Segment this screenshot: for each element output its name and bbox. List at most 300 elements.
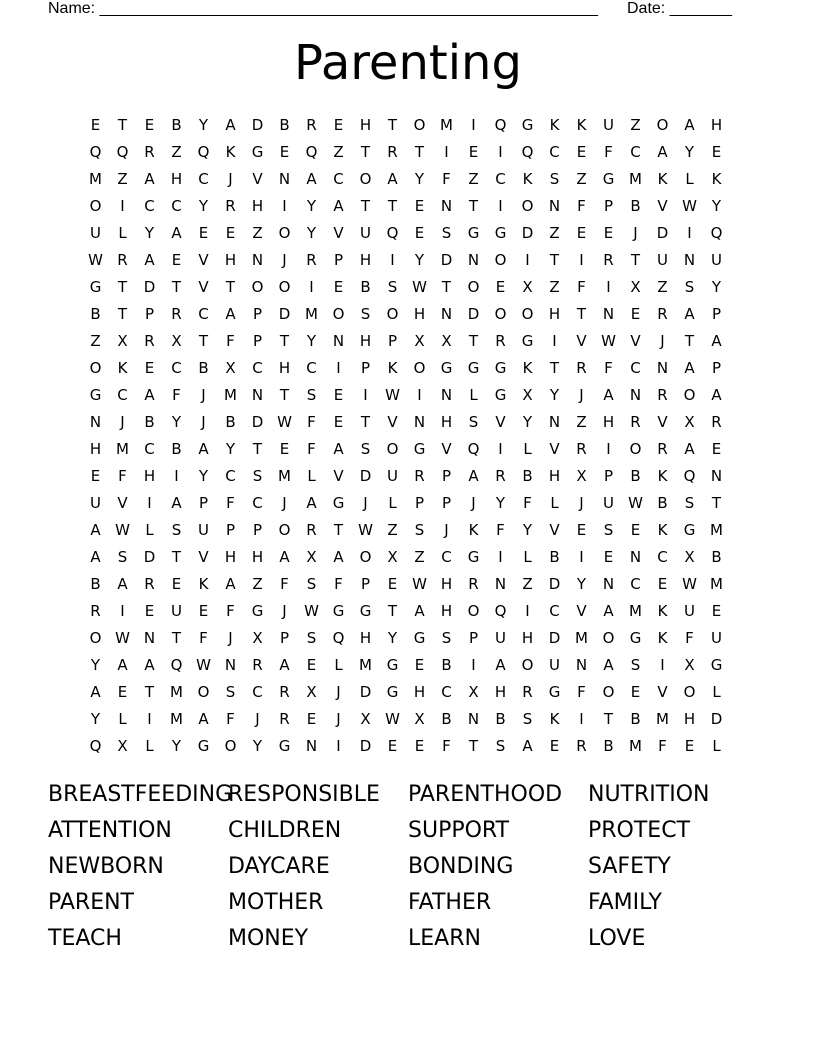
grid-letter: K bbox=[549, 709, 560, 728]
grid-letter: E bbox=[90, 466, 101, 485]
grid-letter: R bbox=[495, 466, 506, 485]
grid-letter: E bbox=[468, 142, 479, 161]
grid-letter: I bbox=[579, 547, 584, 566]
grid-letter: F bbox=[658, 736, 667, 755]
grid-letter: V bbox=[630, 331, 641, 350]
grid-letter: C bbox=[252, 358, 263, 377]
grid-letter: V bbox=[495, 412, 506, 431]
grid-letter: I bbox=[309, 277, 314, 296]
grid-letter: B bbox=[495, 709, 506, 728]
grid-row bbox=[82, 705, 742, 732]
grid-letter: F bbox=[172, 385, 181, 404]
grid-letter: Y bbox=[414, 250, 425, 269]
grid-letter: H bbox=[683, 709, 696, 728]
grid-letter: N bbox=[629, 385, 642, 404]
grid-letter: S bbox=[171, 520, 182, 539]
grid-row bbox=[82, 462, 742, 489]
grid-letter: L bbox=[145, 520, 154, 539]
grid-letter: Z bbox=[414, 547, 425, 566]
grid-letter: S bbox=[441, 628, 452, 647]
grid-letter: O bbox=[359, 169, 372, 188]
grid-row bbox=[82, 489, 742, 516]
grid-letter: Y bbox=[711, 277, 722, 296]
grid-letter: M bbox=[170, 709, 183, 728]
grid-letter: S bbox=[441, 223, 452, 242]
grid-letter: Z bbox=[252, 574, 263, 593]
grid-letter: Y bbox=[306, 223, 317, 242]
grid-letter: X bbox=[414, 709, 425, 728]
grid-letter: T bbox=[171, 628, 182, 647]
grid-letter: R bbox=[414, 466, 425, 485]
grid-letter: Q bbox=[386, 223, 399, 242]
grid-letter: I bbox=[498, 439, 503, 458]
grid-letter: G bbox=[359, 601, 372, 620]
grid-letter: S bbox=[468, 412, 479, 431]
grid-letter: W bbox=[412, 277, 427, 296]
grid-letter: V bbox=[657, 196, 668, 215]
grid-letter: P bbox=[252, 520, 263, 539]
grid-letter: P bbox=[279, 628, 290, 647]
grid-letter: T bbox=[549, 250, 560, 269]
grid-letter: S bbox=[360, 439, 371, 458]
grid-letter: X bbox=[117, 736, 128, 755]
grid-letter: H bbox=[170, 169, 183, 188]
grid-letter: N bbox=[602, 304, 615, 323]
grid-row bbox=[82, 435, 742, 462]
grid-letter: N bbox=[710, 466, 723, 485]
grid-row bbox=[82, 597, 742, 624]
grid-letter: E bbox=[414, 736, 425, 755]
grid-row bbox=[82, 327, 742, 354]
word-bank bbox=[48, 776, 768, 956]
grid-letter: V bbox=[576, 601, 587, 620]
grid-letter: Q bbox=[305, 142, 318, 161]
letter-grid bbox=[82, 111, 742, 759]
grid-letter: B bbox=[279, 115, 290, 134]
grid-letter: A bbox=[171, 493, 182, 512]
grid-letter: O bbox=[251, 277, 264, 296]
grid-letter: A bbox=[414, 601, 425, 620]
grid-letter: T bbox=[252, 439, 263, 458]
grid-letter: M bbox=[278, 466, 291, 485]
grid-letter: E bbox=[576, 520, 587, 539]
grid-letter: A bbox=[225, 304, 236, 323]
grid-letter: F bbox=[577, 277, 586, 296]
grid-letter: N bbox=[332, 331, 345, 350]
grid-letter: U bbox=[657, 250, 668, 269]
grid-letter: W bbox=[682, 196, 697, 215]
grid-letter: W bbox=[196, 655, 211, 674]
grid-letter: A bbox=[90, 520, 101, 539]
grid-letter: J bbox=[660, 331, 665, 350]
grid-letter: E bbox=[576, 223, 587, 242]
grid-letter: A bbox=[387, 169, 398, 188]
grid-letter: T bbox=[279, 331, 290, 350]
grid-letter: R bbox=[495, 331, 506, 350]
grid-letter: G bbox=[467, 358, 480, 377]
grid-letter: O bbox=[359, 547, 372, 566]
grid-letter: O bbox=[224, 736, 237, 755]
grid-letter: B bbox=[630, 709, 641, 728]
grid-letter: A bbox=[144, 385, 155, 404]
word-bank-item: CHILDREN bbox=[228, 817, 342, 843]
grid-letter: H bbox=[359, 331, 372, 350]
grid-letter: N bbox=[656, 358, 669, 377]
grid-letter: H bbox=[494, 682, 507, 701]
grid-letter: Y bbox=[576, 574, 587, 593]
grid-letter: R bbox=[657, 304, 668, 323]
grid-letter: I bbox=[417, 385, 422, 404]
grid-letter: N bbox=[629, 547, 642, 566]
grid-letter: T bbox=[144, 682, 155, 701]
grid-letter: Q bbox=[494, 601, 507, 620]
grid-letter: K bbox=[657, 169, 668, 188]
grid-letter: A bbox=[333, 547, 344, 566]
grid-letter: T bbox=[468, 331, 479, 350]
grid-row bbox=[82, 543, 742, 570]
word-bank-item: LOVE bbox=[588, 925, 646, 951]
grid-letter: H bbox=[143, 466, 156, 485]
grid-letter: B bbox=[711, 547, 722, 566]
grid-letter: D bbox=[143, 277, 156, 296]
grid-letter: B bbox=[360, 277, 371, 296]
grid-letter: G bbox=[494, 358, 507, 377]
grid-letter: E bbox=[171, 250, 182, 269]
grid-letter: C bbox=[171, 358, 182, 377]
grid-letter: K bbox=[711, 169, 722, 188]
grid-letter: T bbox=[387, 115, 398, 134]
grid-letter: B bbox=[441, 655, 452, 674]
grid-letter: V bbox=[198, 547, 209, 566]
grid-letter: T bbox=[414, 142, 425, 161]
grid-letter: T bbox=[576, 304, 587, 323]
grid-letter: B bbox=[90, 574, 101, 593]
grid-letter: C bbox=[252, 682, 263, 701]
grid-letter: A bbox=[198, 439, 209, 458]
grid-letter: H bbox=[359, 628, 372, 647]
grid-letter: A bbox=[684, 115, 695, 134]
grid-letter: H bbox=[278, 358, 291, 377]
grid-letter: U bbox=[387, 466, 398, 485]
grid-letter: I bbox=[147, 493, 152, 512]
grid-letter: B bbox=[657, 493, 668, 512]
grid-letter: E bbox=[306, 655, 317, 674]
grid-row bbox=[82, 273, 742, 300]
grid-letter: N bbox=[683, 250, 696, 269]
grid-letter: C bbox=[171, 196, 182, 215]
grid-letter: X bbox=[630, 277, 641, 296]
grid-letter: C bbox=[198, 304, 209, 323]
grid-letter: F bbox=[685, 628, 694, 647]
grid-letter: T bbox=[117, 115, 128, 134]
grid-letter: B bbox=[171, 439, 182, 458]
grid-letter: I bbox=[390, 250, 395, 269]
grid-letter: K bbox=[117, 358, 128, 377]
grid-letter: G bbox=[467, 223, 480, 242]
grid-letter: T bbox=[171, 277, 182, 296]
grid-letter: X bbox=[468, 682, 479, 701]
grid-letter: R bbox=[711, 412, 722, 431]
grid-letter: I bbox=[336, 358, 341, 377]
grid-letter: F bbox=[226, 493, 235, 512]
grid-letter: O bbox=[656, 115, 669, 134]
grid-letter: E bbox=[387, 574, 398, 593]
grid-letter: J bbox=[579, 385, 584, 404]
grid-letter: C bbox=[630, 358, 641, 377]
word-bank-item: PROTECT bbox=[588, 817, 691, 843]
grid-letter: E bbox=[630, 304, 641, 323]
grid-letter: I bbox=[471, 115, 476, 134]
grid-letter: O bbox=[467, 601, 480, 620]
grid-letter: S bbox=[522, 709, 533, 728]
grid-letter: Y bbox=[171, 412, 182, 431]
grid-letter: T bbox=[279, 385, 290, 404]
grid-letter: N bbox=[548, 196, 561, 215]
grid-letter: S bbox=[495, 736, 506, 755]
grid-letter: I bbox=[606, 277, 611, 296]
grid-letter: A bbox=[711, 385, 722, 404]
grid-letter: V bbox=[198, 250, 209, 269]
grid-letter: E bbox=[657, 574, 668, 593]
grid-letter: R bbox=[630, 412, 641, 431]
grid-letter: X bbox=[684, 547, 695, 566]
grid-letter: E bbox=[711, 601, 722, 620]
word-bank-item: SAFETY bbox=[588, 853, 671, 879]
grid-letter: M bbox=[629, 169, 642, 188]
grid-letter: X bbox=[576, 466, 587, 485]
grid-row bbox=[82, 651, 742, 678]
grid-letter: N bbox=[602, 574, 615, 593]
grid-letter: A bbox=[279, 655, 290, 674]
word-bank-row bbox=[48, 920, 768, 956]
grid-letter: X bbox=[225, 358, 236, 377]
grid-row bbox=[82, 354, 742, 381]
grid-letter: R bbox=[522, 682, 533, 701]
grid-letter: O bbox=[386, 439, 399, 458]
grid-letter: O bbox=[89, 358, 102, 377]
grid-letter: H bbox=[710, 115, 723, 134]
grid-letter: X bbox=[522, 385, 533, 404]
grid-letter: J bbox=[282, 601, 287, 620]
grid-letter: Z bbox=[549, 223, 560, 242]
grid-letter: O bbox=[683, 385, 696, 404]
grid-letter: R bbox=[603, 250, 614, 269]
grid-letter: L bbox=[712, 736, 721, 755]
grid-letter: Q bbox=[116, 142, 129, 161]
word-bank-item: PARENT bbox=[48, 889, 134, 915]
grid-letter: H bbox=[224, 547, 237, 566]
grid-letter: K bbox=[549, 115, 560, 134]
word-bank-item: DAYCARE bbox=[228, 853, 330, 879]
grid-row bbox=[82, 219, 742, 246]
grid-letter: A bbox=[711, 331, 722, 350]
grid-letter: S bbox=[117, 547, 128, 566]
grid-letter: K bbox=[657, 520, 668, 539]
grid-letter: P bbox=[360, 574, 371, 593]
grid-letter: E bbox=[333, 277, 344, 296]
grid-letter: I bbox=[552, 331, 557, 350]
grid-letter: B bbox=[603, 736, 614, 755]
grid-letter: G bbox=[521, 331, 534, 350]
grid-letter: G bbox=[197, 736, 210, 755]
grid-letter: O bbox=[278, 520, 291, 539]
grid-letter: D bbox=[359, 466, 372, 485]
grid-letter: E bbox=[117, 682, 128, 701]
grid-letter: C bbox=[630, 142, 641, 161]
grid-letter: E bbox=[144, 358, 155, 377]
grid-letter: E bbox=[387, 736, 398, 755]
grid-letter: B bbox=[198, 358, 209, 377]
grid-letter: K bbox=[468, 520, 479, 539]
grid-letter: E bbox=[333, 385, 344, 404]
grid-letter: Q bbox=[89, 736, 102, 755]
grid-letter: T bbox=[117, 277, 128, 296]
grid-letter: H bbox=[359, 115, 372, 134]
grid-letter: T bbox=[468, 736, 479, 755]
grid-letter: J bbox=[579, 493, 584, 512]
grid-letter: P bbox=[603, 196, 614, 215]
grid-letter: T bbox=[387, 601, 398, 620]
grid-letter: W bbox=[628, 493, 643, 512]
grid-letter: E bbox=[603, 223, 614, 242]
grid-letter: Q bbox=[494, 115, 507, 134]
grid-letter: R bbox=[576, 358, 587, 377]
grid-letter: R bbox=[306, 115, 317, 134]
grid-letter: I bbox=[579, 250, 584, 269]
grid-letter: M bbox=[170, 682, 183, 701]
grid-letter: J bbox=[228, 628, 233, 647]
grid-letter: W bbox=[277, 412, 292, 431]
grid-letter: Y bbox=[171, 736, 182, 755]
grid-letter: R bbox=[144, 331, 155, 350]
grid-letter: N bbox=[251, 250, 264, 269]
grid-letter: Z bbox=[522, 574, 533, 593]
grid-letter: I bbox=[120, 601, 125, 620]
grid-row bbox=[82, 678, 742, 705]
grid-letter: E bbox=[333, 115, 344, 134]
grid-letter: I bbox=[525, 601, 530, 620]
grid-letter: C bbox=[306, 358, 317, 377]
grid-letter: B bbox=[522, 466, 533, 485]
grid-letter: C bbox=[549, 142, 560, 161]
grid-letter: P bbox=[441, 493, 452, 512]
grid-letter: C bbox=[657, 547, 668, 566]
grid-letter: N bbox=[413, 412, 426, 431]
grid-letter: R bbox=[90, 601, 101, 620]
word-bank-row bbox=[48, 776, 768, 812]
grid-letter: H bbox=[440, 574, 453, 593]
grid-letter: D bbox=[548, 628, 561, 647]
grid-letter: I bbox=[687, 223, 692, 242]
grid-letter: X bbox=[414, 331, 425, 350]
grid-letter: E bbox=[630, 520, 641, 539]
grid-letter: Q bbox=[170, 655, 183, 674]
grid-letter: A bbox=[657, 142, 668, 161]
grid-letter: M bbox=[575, 628, 588, 647]
grid-letter: B bbox=[171, 115, 182, 134]
grid-letter: A bbox=[279, 547, 290, 566]
grid-letter: L bbox=[523, 439, 532, 458]
grid-letter: L bbox=[307, 466, 316, 485]
word-bank-item: PARENTHOOD bbox=[408, 781, 563, 807]
grid-letter: G bbox=[710, 655, 723, 674]
grid-letter: Z bbox=[468, 169, 479, 188]
grid-letter: E bbox=[630, 682, 641, 701]
grid-letter: H bbox=[413, 304, 426, 323]
grid-letter: W bbox=[385, 385, 400, 404]
grid-letter: A bbox=[117, 655, 128, 674]
grid-letter: C bbox=[549, 601, 560, 620]
grid-letter: N bbox=[89, 412, 102, 431]
grid-letter: I bbox=[147, 709, 152, 728]
grid-letter: V bbox=[549, 520, 560, 539]
grid-letter: A bbox=[306, 169, 317, 188]
grid-letter: O bbox=[197, 682, 210, 701]
grid-letter: U bbox=[603, 115, 614, 134]
grid-letter: J bbox=[255, 709, 260, 728]
grid-letter: K bbox=[657, 466, 668, 485]
grid-letter: O bbox=[278, 223, 291, 242]
grid-letter: X bbox=[684, 655, 695, 674]
grid-letter: C bbox=[225, 466, 236, 485]
grid-letter: Y bbox=[522, 520, 533, 539]
grid-letter: I bbox=[498, 142, 503, 161]
grid-letter: G bbox=[89, 277, 102, 296]
grid-letter: O bbox=[467, 277, 480, 296]
grid-letter: K bbox=[522, 169, 533, 188]
grid-letter: B bbox=[549, 547, 560, 566]
word-bank-item: SUPPORT bbox=[408, 817, 510, 843]
grid-letter: O bbox=[89, 196, 102, 215]
grid-letter: K bbox=[657, 628, 668, 647]
grid-letter: L bbox=[334, 655, 343, 674]
grid-letter: A bbox=[144, 655, 155, 674]
grid-letter: G bbox=[332, 601, 345, 620]
grid-letter: Z bbox=[333, 142, 344, 161]
word-bank-item: NEWBORN bbox=[48, 853, 164, 879]
grid-letter: F bbox=[577, 682, 586, 701]
grid-letter: A bbox=[684, 358, 695, 377]
grid-row bbox=[82, 570, 742, 597]
grid-letter: R bbox=[576, 736, 587, 755]
grid-letter: Y bbox=[225, 439, 236, 458]
grid-letter: D bbox=[548, 574, 561, 593]
grid-letter: W bbox=[358, 520, 373, 539]
grid-letter: X bbox=[117, 331, 128, 350]
grid-letter: O bbox=[332, 304, 345, 323]
grid-letter: S bbox=[684, 493, 695, 512]
grid-letter: R bbox=[576, 439, 587, 458]
grid-row bbox=[82, 624, 742, 651]
grid-letter: G bbox=[494, 385, 507, 404]
grid-letter: G bbox=[89, 385, 102, 404]
grid-letter: V bbox=[198, 277, 209, 296]
grid-letter: D bbox=[359, 682, 372, 701]
grid-letter: N bbox=[467, 709, 480, 728]
grid-letter: A bbox=[198, 709, 209, 728]
grid-letter: H bbox=[602, 412, 615, 431]
grid-letter: U bbox=[360, 223, 371, 242]
grid-letter: U bbox=[711, 250, 722, 269]
grid-letter: E bbox=[684, 736, 695, 755]
grid-letter: S bbox=[387, 277, 398, 296]
grid-letter: S bbox=[252, 466, 263, 485]
grid-letter: X bbox=[522, 277, 533, 296]
grid-letter: V bbox=[387, 412, 398, 431]
grid-letter: F bbox=[442, 169, 451, 188]
grid-letter: C bbox=[495, 169, 506, 188]
grid-letter: M bbox=[656, 709, 669, 728]
